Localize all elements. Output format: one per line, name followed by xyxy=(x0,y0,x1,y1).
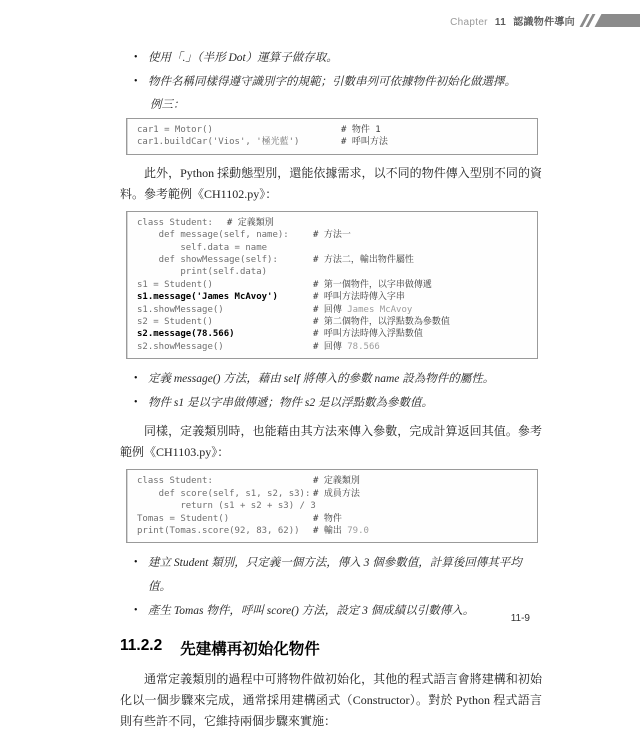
code-text: Tomas = Student() xyxy=(137,513,230,524)
code-comment: # 定義類別 xyxy=(226,217,274,228)
code-comment: # 方法二，輸出物件屬性 xyxy=(313,255,414,266)
bullet-text: 物件名稱同樣得遵守識別字的規範；引數串列可依據物件初始化做選擇。 xyxy=(148,76,516,88)
bullet-text: 定義 message() 方法，藉由 self 將傳入的參數 name 設為物件的屬性。 xyxy=(148,373,495,386)
code-line xyxy=(137,124,529,136)
code-block-ch1103 xyxy=(126,469,538,543)
bullet-item xyxy=(120,391,542,415)
code-comment: # 呼叫方法時傳入字串 xyxy=(313,292,405,303)
code-comment: # 回傳 78.566 xyxy=(313,341,380,352)
paragraph-dynamic-typing: 此外，Python 採動態型別，還能依據需求，以不同的物件傳入型別不同的資料。參考範例《CH1102.py》： xyxy=(120,165,542,201)
code-comment: # 方法一 xyxy=(313,230,351,241)
code-line xyxy=(137,316,529,328)
code-line xyxy=(137,304,529,316)
paragraph-constructor-intro: 通常定義類別的過程中可將物件做初始化，其他的程式語言會將建構和初始化以一個步驟來完成，通常採用建構函式（Constructor）。對於 Python 程式語言則有些許不同，它維持兩個步驟來實施： xyxy=(120,672,542,729)
code-text: def score(self, s1, s2, s3): xyxy=(137,488,311,499)
code-text: def message(self, name): xyxy=(137,230,289,241)
code-text: s2.showMessage() xyxy=(137,341,224,352)
code-line xyxy=(137,475,529,487)
code-text: s1.showMessage() xyxy=(137,304,224,315)
page-number: 11-9 xyxy=(510,613,530,624)
code-block-example3 xyxy=(126,118,538,155)
section-number: 11.2.2 xyxy=(120,637,163,655)
code-text: return (s1 + s2 + s3) / 3 xyxy=(137,501,316,512)
chapter-label: Chapter xyxy=(450,16,488,28)
block2-bullet-list xyxy=(120,367,542,415)
code-line xyxy=(137,229,529,241)
example-label: 例三： xyxy=(150,99,185,111)
chapter-number: 11 xyxy=(494,16,507,28)
bullet-icon: • xyxy=(134,52,138,63)
bullet-item xyxy=(120,599,542,623)
code-comment: # 呼叫方法時傳入浮點數值 xyxy=(313,329,423,340)
bullet-text: 建立 Student 類別，只定義一個方法，傳入 3 個參數值，計算後回傳其平均值。 xyxy=(148,557,522,594)
code-text: s1.message('James McAvoy') xyxy=(137,292,278,303)
code-comment: # 回傳 James McAvoy xyxy=(313,304,413,315)
bullet-item xyxy=(120,367,542,391)
code-line xyxy=(137,254,529,266)
code-text: s1 = Student() xyxy=(137,279,213,290)
code-text: print(Tomas.score(92, 83, 62)) xyxy=(137,525,300,536)
code-comment-value: James McAvoy xyxy=(347,304,413,315)
bullet-icon: • xyxy=(134,373,138,385)
code-line xyxy=(137,242,529,254)
code-line xyxy=(137,291,529,303)
code-line xyxy=(137,266,529,278)
bullet-item xyxy=(120,70,542,94)
code-comment: # 物件 xyxy=(313,513,342,524)
code-comment: # 第一個物件，以字串做傳遞 xyxy=(313,279,432,290)
code-block-ch1102 xyxy=(126,211,538,359)
section-title: 先建構再初始化物件 xyxy=(180,641,320,659)
code-comment: # 呼叫方法 xyxy=(341,137,388,148)
code-text: s2 = Student() xyxy=(137,317,213,328)
header-bar-decoration xyxy=(595,14,640,27)
code-comment: # 輸出 79.0 xyxy=(313,525,369,536)
code-text: self.data = name xyxy=(137,242,268,253)
header-slash-decoration xyxy=(583,14,595,27)
code-text: class Student: xyxy=(137,476,213,487)
bullet-icon: • xyxy=(134,76,138,87)
bullet-text: 使用「.」（半形 Dot）運算子做存取。 xyxy=(148,52,338,64)
code-text: car1.buildCar('Vios', '極光藍') xyxy=(137,137,300,148)
chapter-title: 認識物件導向 xyxy=(513,16,575,28)
code-comment: # 物件 1 xyxy=(341,125,381,135)
code-text: class Student: xyxy=(137,217,213,228)
code-line xyxy=(137,488,529,500)
code-comment: # 成員方法 xyxy=(313,488,360,499)
intro-bullet-list xyxy=(120,46,542,94)
code-line xyxy=(137,136,529,148)
code-line xyxy=(137,328,529,340)
code-text: print(self.data) xyxy=(137,267,268,278)
code-text: s2.message(78.566) xyxy=(137,329,235,340)
code-line xyxy=(137,525,529,537)
code-comment: # 定義類別 xyxy=(313,476,360,487)
bullet-text: 物件 s1 是以字串做傳遞；物件 s2 是以浮點數為參數值。 xyxy=(148,397,433,410)
code-comment-value: 78.566 xyxy=(347,341,380,352)
code-comment-value: 79.0 xyxy=(347,525,369,536)
page-content xyxy=(120,46,542,738)
code-line xyxy=(137,513,529,525)
code-line xyxy=(137,279,529,291)
running-header xyxy=(450,12,640,28)
code-comment: # 第二個物件，以浮點數為參數值 xyxy=(313,317,450,328)
section-heading xyxy=(120,637,542,659)
code-line xyxy=(137,341,529,353)
bullet-icon: • xyxy=(134,557,138,569)
block3-bullet-list xyxy=(120,551,542,623)
code-line xyxy=(137,500,529,512)
bullet-icon: • xyxy=(134,605,138,617)
code-text: car1 = Motor() xyxy=(137,125,213,135)
bullet-item xyxy=(120,46,542,70)
bullet-text: 產生 Tomas 物件，呼叫 score() 方法，設定 3 個成績以引數傳入。 xyxy=(148,605,475,618)
code-text: def showMessage(self): xyxy=(137,255,278,266)
bullet-item xyxy=(120,551,542,599)
code-line xyxy=(137,217,529,229)
bullet-icon: • xyxy=(134,397,138,409)
paragraph-method-params: 同樣，定義類別時，也能藉由其方法來傳入參數，完成計算返回其值。參考範例《CH1103.py》： xyxy=(120,424,542,460)
